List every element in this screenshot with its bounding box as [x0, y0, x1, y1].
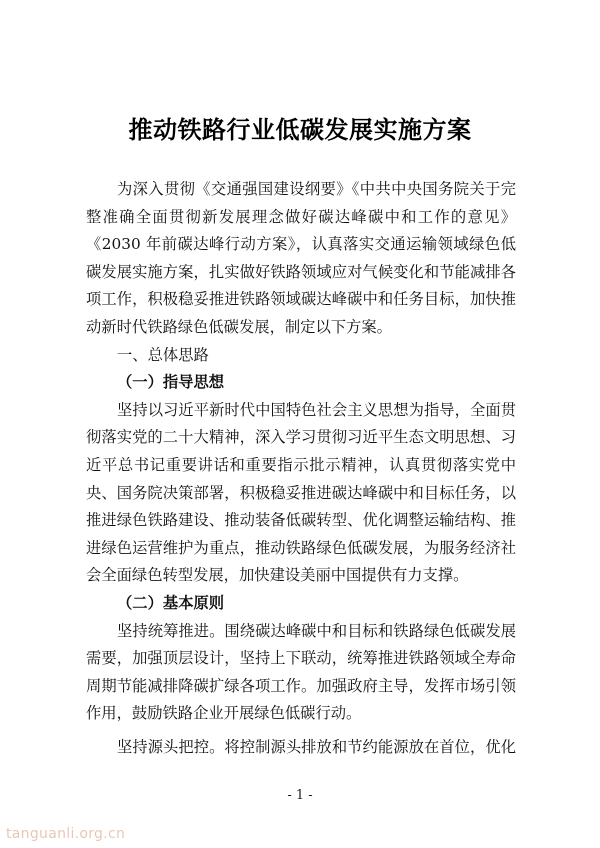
paragraph-line: 坚持以习近平新时代中国特色社会主义思想为指导，全面贯	[117, 400, 516, 419]
paragraph-line: 整准确全面贯彻新发展理念做好碳达峰碳中和工作的意见》	[86, 207, 516, 226]
principle-paragraph	[86, 618, 516, 728]
paragraph-line: 进绿色运营维护为重点，推动铁路绿色低碳发展，为服务经济社	[86, 538, 516, 557]
paragraph-line: 彻落实党的二十大精神，深入学习贯彻习近平生态文明思想、习	[86, 428, 516, 447]
paragraph-line: 碳发展实施方案，扎实做好铁路领域应对气候变化和节能减排各	[86, 262, 516, 281]
paragraph-line: 会全面绿色转型发展，加快建设美丽中国提供有力支撑。	[86, 566, 469, 585]
paragraph-line: 坚持统筹推进。围绕碳达峰碳中和目标和铁路绿色低碳发展	[117, 621, 516, 640]
page-number: - 1 -	[287, 788, 313, 803]
paragraph-line: 坚持源头把控。将控制源头排放和节约能源放在首位，优化	[117, 737, 516, 756]
paragraph-line: 需要，加强顶层设计，坚持上下联动，统筹推进铁路领域全寿命	[86, 649, 516, 668]
paragraph-line: 《2030 年前碳达峰行动方案》，认真落实交通运输领域绿色低	[86, 235, 516, 254]
paragraph-line: 项工作，积极稳妥推进铁路领域碳达峰碳中和任务目标，加快推	[86, 290, 516, 309]
paragraph-line: 作用，鼓励铁路企业开展绿色低碳行动。	[86, 704, 362, 723]
document-title: 推动铁路行业低碳发展实施方案	[128, 116, 472, 144]
guiding-thought-paragraph	[86, 397, 516, 590]
section-heading: 一、总体思路	[117, 345, 209, 364]
paragraph-line: 为深入贯彻《交通强国建设纲要》《中共中央国务院关于完	[117, 180, 516, 198]
subsection-heading: （一）指导思想	[117, 373, 225, 392]
watermark-text: tanguanli.org.cn	[6, 826, 126, 842]
paragraph-line: 近平总书记重要讲话和重要指示批示精神，认真贯彻落实党中	[86, 455, 516, 474]
subsection-heading: （二）基本原则	[117, 593, 225, 612]
principle-paragraph	[86, 734, 516, 762]
paragraph-line: 推进绿色铁路建设、推动装备低碳转型、优化调整运输结构、推	[86, 511, 516, 530]
paragraph-line: 动新时代铁路绿色低碳发展，制定以下方案。	[86, 317, 392, 336]
paragraph-line: 周期节能减排降碳扩绿各项工作。加强政府主导，发挥市场引领	[86, 676, 516, 695]
paragraph-line: 央、国务院决策部署，积极稳妥推进碳达峰碳中和目标任务，以	[86, 483, 516, 502]
intro-paragraph	[86, 176, 516, 342]
document-body	[86, 176, 516, 761]
